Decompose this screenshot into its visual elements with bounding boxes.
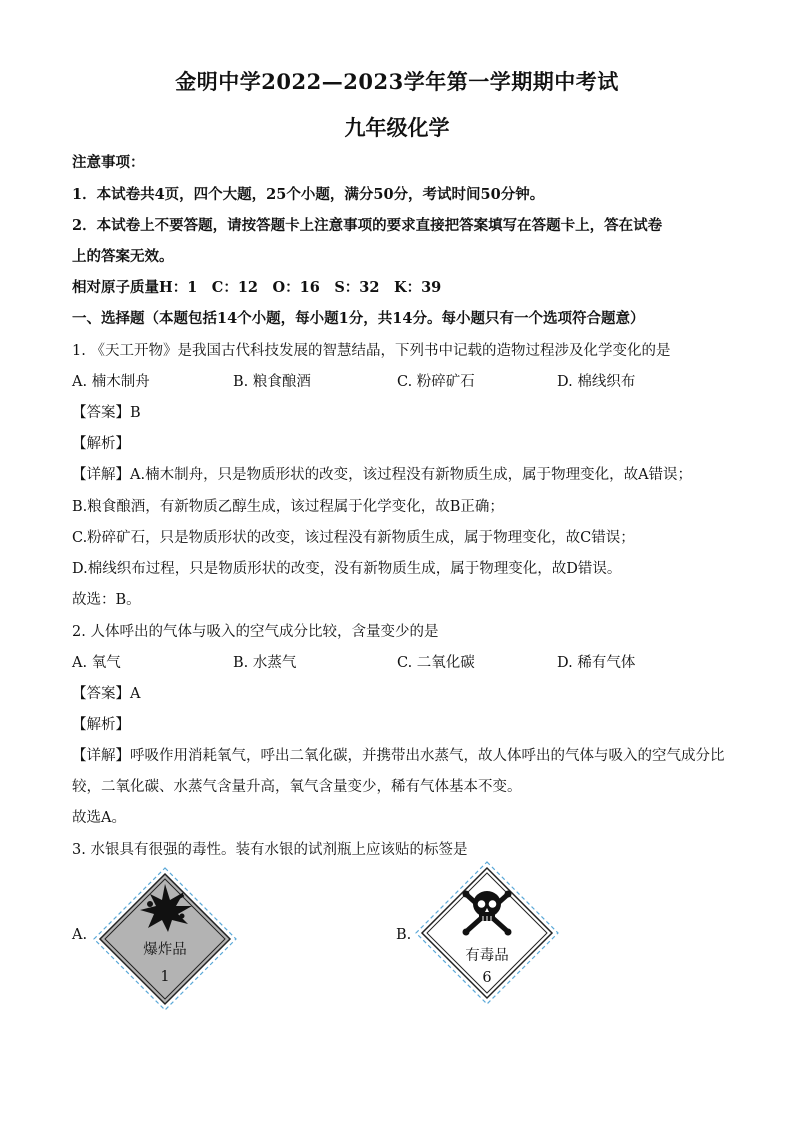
- q1-analysis: 【解析】: [72, 436, 130, 452]
- q1-detail-2: B.粮食酿酒，有新物质乙醇生成，该过程属于化学变化，故B正确；: [72, 499, 504, 515]
- q1-answer: 【答案】B: [72, 405, 141, 421]
- q1-option-c[interactable]: C. 粉碎矿石: [397, 374, 475, 390]
- q1-stem: 1. 《天工开物》是我国古代科技发展的智慧结晶，下列书中记载的造物过程涉及化学变化的是: [72, 343, 671, 359]
- notes-heading: 注意事项：: [72, 154, 145, 171]
- q1-detail-3: C.粉碎矿石，只是物质形状的改变，该过程没有新物质生成，属于物理变化，故C错误；: [72, 530, 635, 546]
- q2-answer: 【答案】A: [72, 686, 141, 702]
- toxic-label[interactable]: [414, 860, 560, 1006]
- q2-detail-1: 【详解】呼吸作用消耗氧气，呼出二氧化碳，并携带出水蒸气，故人体呼出的气体与吸入的空气成分比: [72, 748, 725, 764]
- q3-option-a-letter[interactable]: A.: [72, 927, 88, 943]
- q1-detail-4: D.棉线织布过程，只是物质形状的改变，没有新物质生成，属于物理变化，故D错误。: [72, 561, 622, 577]
- q1-option-d[interactable]: D. 棉线织布: [557, 374, 636, 390]
- notes-item-2-line2: 上的答案无效。: [72, 248, 174, 265]
- q2-stem: 2. 人体呼出的气体与吸入的空气成分比较，含量变少的是: [72, 624, 439, 640]
- section1-heading: 一、选择题（本题包括14个小题，每小题1分，共14分。每小题只有一个选项符合题意）: [72, 310, 645, 327]
- explosive-label-text: 爆炸品: [143, 942, 187, 958]
- q2-detail-2: 较，二氧化碳、水蒸气含量升高，氧气含量变少，稀有气体基本不变。: [72, 779, 522, 795]
- q2-option-a[interactable]: A. 氧气: [72, 655, 121, 671]
- notes-item-2-line1: 2．本试卷上不要答题，请按答题卡上注意事项的要求直接把答案填写在答题卡上，答在试卷: [72, 217, 663, 234]
- toxic-label-text: 有毒品: [465, 948, 509, 964]
- q1-option-b[interactable]: B. 粮食酿酒: [233, 374, 311, 390]
- exam-subtitle: 九年级化学: [344, 115, 450, 140]
- notes-item-1: 1．本试卷共4页，四个大题，25个小题，满分50分，考试时间50分钟。: [72, 186, 545, 203]
- q2-option-b[interactable]: B. 水蒸气: [233, 655, 297, 671]
- explosive-class-number: 1: [160, 969, 170, 985]
- explosive-label[interactable]: [92, 866, 238, 1012]
- q2-option-c[interactable]: C. 二氧化碳: [397, 655, 475, 671]
- exam-title: 金明中学2022—2023学年第一学期期中考试: [175, 69, 619, 94]
- toxic-class-number: 6: [482, 970, 492, 986]
- q1-detail-1: 【详解】A.楠木制舟，只是物质形状的改变，该过程没有新物质生成，属于物理变化，故A错误；: [72, 467, 693, 483]
- q1-option-a[interactable]: A. 楠木制舟: [72, 374, 150, 390]
- atomic-mass: 相对原子质量H：1 C：12 O：16 S：32 K：39: [72, 279, 442, 296]
- q2-conclusion: 故选A。: [72, 810, 126, 826]
- q3-stem: 3. 水银具有很强的毒性。装有水银的试剂瓶上应该贴的标签是: [72, 842, 468, 858]
- q2-option-d[interactable]: D. 稀有气体: [557, 655, 636, 671]
- q1-conclusion: 故选：B。: [72, 592, 141, 608]
- q2-analysis: 【解析】: [72, 717, 130, 733]
- q3-option-b-letter[interactable]: B.: [396, 927, 412, 943]
